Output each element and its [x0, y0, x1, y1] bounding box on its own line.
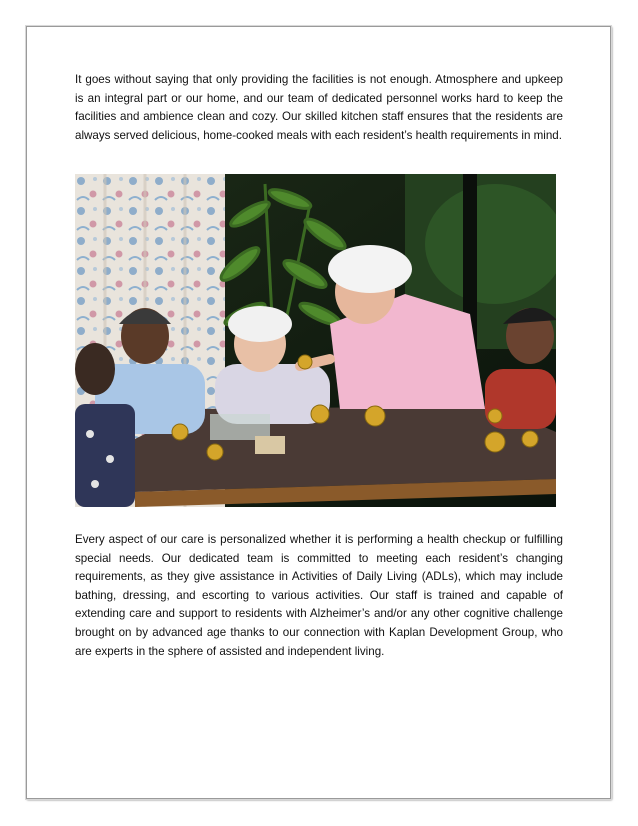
cup [255, 436, 285, 454]
intro-paragraph: It goes without saying that only providing the facilities is not enough. Atmosphere and upkeep is an integral part or our home, and our team of dedicated personnel works hard to keep the facilities and ambience clean and cozy. Our skilled kitchen staff ensures that the residents are always served delicious, home-cooked meals with each resident’s health requirements in mind. [75, 73, 563, 142]
residents-activity-photo [75, 174, 556, 507]
care-paragraph: Every aspect of our care is personalized whether it is performing a health checkup or fulfilling special needs. Our dedicated team is committed to meeting each resident’s changing requirements, as they give assistance in Activities of Daily Living (ADLs), which may include bathing, dressing, and escorting to various activities. Our staff is trained and capable of extending care and support to residents with Alzheimer’s and/or any other cognitive challenge brought on by advanced age thanks to our connection with Kaplan Development Group, who are experts in the sphere of assisted and independent living. [75, 533, 563, 658]
